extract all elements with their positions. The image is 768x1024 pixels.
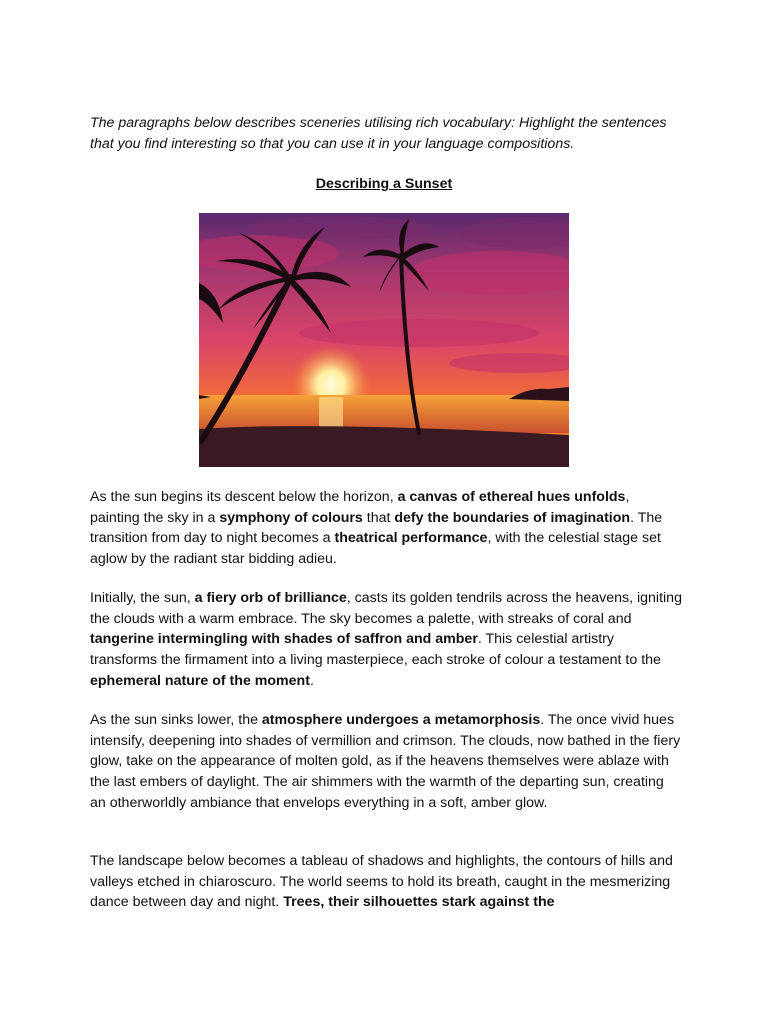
text-run: As the sun begins its descent below the horizon,: [90, 489, 398, 505]
text-run: that: [362, 509, 395, 526]
paragraph-4: [90, 851, 682, 913]
paragraph-2: [90, 588, 682, 692]
text-run: . The transition from day to night becomes a: [90, 509, 663, 547]
text-run: , painting the sky in a: [90, 489, 630, 526]
section-title: Describing a Sunset: [315, 176, 453, 192]
text-run: Initially, the sun,: [90, 590, 195, 606]
paragraph-1: [90, 487, 682, 570]
bold-phrase: ephemeral nature of the moment: [90, 672, 310, 689]
bold-phrase: atmosphere undergoes a metamorphosis: [261, 712, 541, 728]
bold-phrase: Trees, their silhouettes stark against the: [283, 894, 555, 911]
text-run: . The once vivid hues intensify, deepening into shades of vermillion and crimson. The clouds, now bathed in the fiery glow, take on the appearance of molten gold, as if the heavens themselves were ablaze with the last embers of daylight. The air shimmers with the warmth of the departing sun, creating an otherworldly ambiance that envelops everything in a soft, amber glow.: [90, 712, 681, 811]
text-run: , with the celestial stage set aglow by the radiant star bidding adieu.: [90, 530, 661, 568]
intro-instructions: The paragraphs below describes sceneries utilising rich vocabulary: Highlight the sentences that you find interesting so that you can use it in your language compositions.: [90, 115, 667, 152]
bold-phrase: theatrical performance: [334, 530, 488, 547]
sunset-photo: [199, 213, 569, 467]
sunset-illustration: [199, 213, 569, 467]
bold-phrase: tangerine intermingling with shades of saffron and amber: [90, 631, 478, 648]
text-run: As the sun sinks lower, the: [90, 712, 262, 728]
text-run: .: [309, 672, 314, 689]
text-run: The landscape below becomes a tableau of shadows and highlights, the contours of hills and valleys etched in chiaroscuro. The world seems to hold its breath, caught in the mesmerizing dance between day and night.: [90, 853, 673, 911]
text-run: . This celestial artistry transforms the firmament into a living masterpiece, each stroke of colour a testament to the: [90, 631, 661, 669]
bold-phrase: defy the boundaries of imagination: [394, 509, 631, 526]
paragraph-3: [90, 710, 682, 814]
bold-phrase: a canvas of ethereal hues unfolds: [397, 489, 626, 505]
text-run: , casts its golden tendrils across the heavens, igniting the clouds with a warm embrace. The sky becomes a palette, with streaks of coral and: [90, 590, 682, 627]
bold-phrase: symphony of colours: [219, 509, 363, 526]
bold-phrase: a fiery orb of brilliance: [194, 590, 347, 606]
